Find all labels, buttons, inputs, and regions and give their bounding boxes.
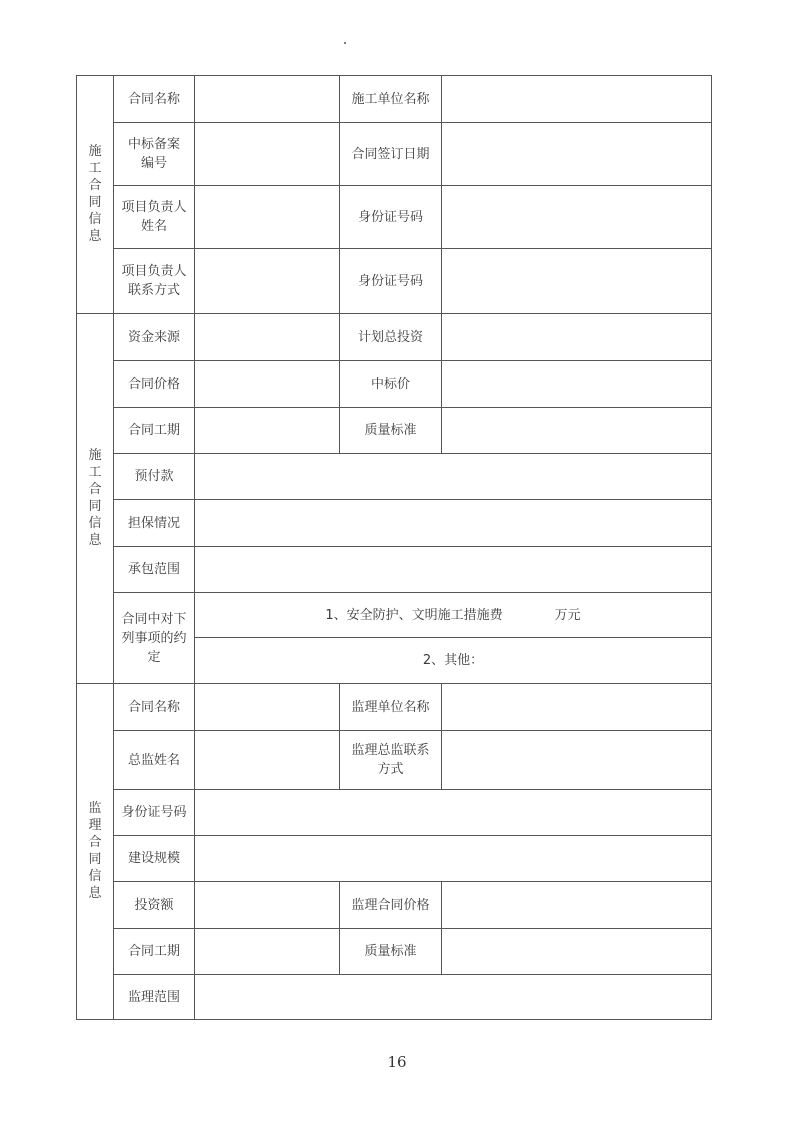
field-value-cell[interactable] (195, 361, 340, 408)
field-label: 监理单位名称 (340, 684, 442, 731)
field-label: 合同中对下列事项的约定 (114, 593, 195, 684)
field-value-cell[interactable] (442, 314, 712, 361)
field-label: 合同名称 (114, 76, 195, 123)
scan-mark (344, 42, 346, 44)
section-label-supervision: 监理合同信息 (77, 684, 114, 1020)
field-label: 中标价 (340, 361, 442, 408)
table-row (77, 123, 712, 186)
field-label: 质量标准 (340, 408, 442, 454)
table-row (77, 836, 712, 882)
field-label: 身份证号码 (114, 790, 195, 836)
field-label: 监理范围 (114, 975, 195, 1020)
field-label: 监理总监联系方式 (340, 731, 442, 790)
field-value-cell[interactable] (195, 929, 340, 975)
field-value-cell[interactable] (442, 361, 712, 408)
table-row (77, 882, 712, 929)
table-row (77, 684, 712, 731)
field-value-cell[interactable] (195, 186, 340, 249)
field-value-cell[interactable] (195, 314, 340, 361)
field-label: 项目负责人姓名 (114, 186, 195, 249)
field-value-cell[interactable] (442, 731, 712, 790)
field-label: 监理合同价格 (340, 882, 442, 929)
table-row (77, 975, 712, 1020)
field-value-cell[interactable] (195, 882, 340, 929)
field-label: 总监姓名 (114, 731, 195, 790)
field-value-cell[interactable] (442, 684, 712, 731)
field-value-cell[interactable] (195, 836, 712, 882)
field-value-cell[interactable] (195, 731, 340, 790)
field-label: 预付款 (114, 454, 195, 500)
agreement-item-2[interactable]: 2、其他： (195, 638, 712, 684)
contract-info-table (76, 75, 712, 1020)
page-number: 16 (387, 1053, 407, 1071)
table-row (77, 929, 712, 975)
field-value-cell[interactable] (195, 500, 712, 547)
table-row (77, 76, 712, 123)
table-row (77, 314, 712, 361)
field-label: 建设规模 (114, 836, 195, 882)
table-row (77, 731, 712, 790)
field-label: 质量标准 (340, 929, 442, 975)
field-value-cell[interactable] (195, 408, 340, 454)
field-label: 资金来源 (114, 314, 195, 361)
table-row (77, 790, 712, 836)
field-value-cell[interactable] (442, 249, 712, 314)
table-row (77, 249, 712, 314)
field-value-cell[interactable] (195, 454, 712, 500)
field-label: 项目负责人联系方式 (114, 249, 195, 314)
field-value-cell[interactable] (442, 882, 712, 929)
field-label: 身份证号码 (340, 249, 442, 314)
section-label-construction: 施工合同信息 (77, 76, 114, 314)
field-label: 中标备案编号 (114, 123, 195, 186)
field-label: 计划总投资 (340, 314, 442, 361)
field-value-cell[interactable] (195, 249, 340, 314)
field-value-cell[interactable] (195, 684, 340, 731)
field-value-cell[interactable] (442, 929, 712, 975)
table-row (77, 593, 712, 638)
table-row (77, 547, 712, 593)
table-row (77, 186, 712, 249)
field-value-cell[interactable] (195, 975, 712, 1020)
table-row (77, 454, 712, 500)
field-label: 合同价格 (114, 361, 195, 408)
field-value-cell[interactable] (442, 186, 712, 249)
table-row (77, 361, 712, 408)
field-label: 合同工期 (114, 929, 195, 975)
field-value-cell[interactable] (442, 408, 712, 454)
section-label-construction-2: 施工合同信息 (77, 314, 114, 684)
field-label: 投资额 (114, 882, 195, 929)
field-value-cell[interactable] (195, 76, 340, 123)
field-label: 合同签订日期 (340, 123, 442, 186)
field-label: 担保情况 (114, 500, 195, 547)
field-label: 承包范围 (114, 547, 195, 593)
field-value-cell[interactable] (195, 547, 712, 593)
field-label: 合同名称 (114, 684, 195, 731)
field-label: 身份证号码 (340, 186, 442, 249)
field-value-cell[interactable] (195, 790, 712, 836)
field-value-cell[interactable] (195, 123, 340, 186)
field-value-cell[interactable] (442, 76, 712, 123)
field-value-cell[interactable] (442, 123, 712, 186)
field-label: 合同工期 (114, 408, 195, 454)
table-row (77, 500, 712, 547)
agreement-item-1[interactable]: 1、安全防护、文明施工措施费 万元 (195, 593, 712, 638)
field-label: 施工单位名称 (340, 76, 442, 123)
table-row (77, 408, 712, 454)
